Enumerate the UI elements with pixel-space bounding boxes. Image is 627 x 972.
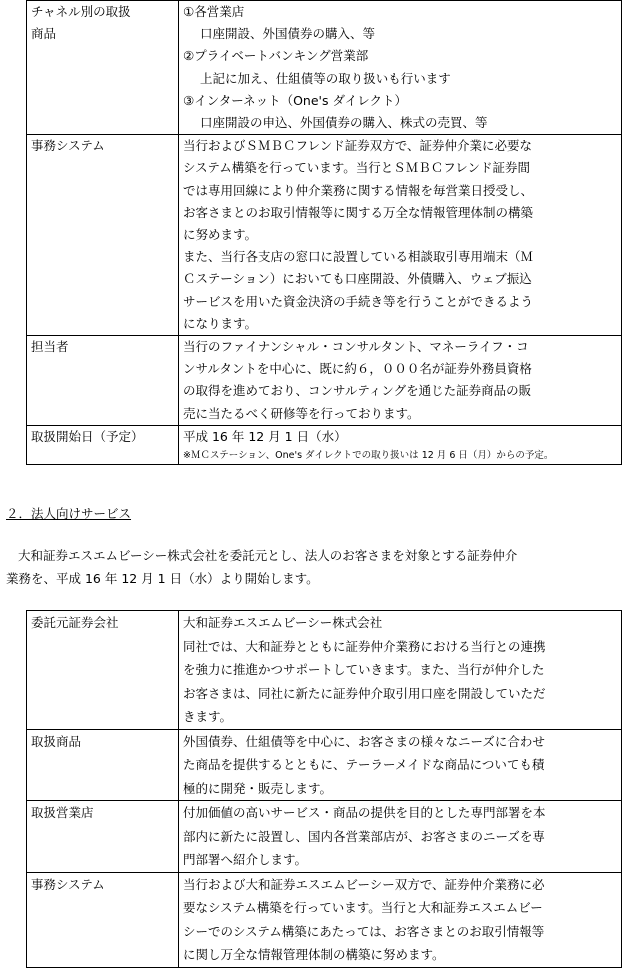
content-line: 売に当たるべく研修等を行っております。 xyxy=(183,405,420,421)
content-line: お客さまとのお取引情報等に関する万全な情報管理体制の構築 xyxy=(183,204,534,220)
content-line: 当行およびＳＭＢＣフレンド証券双方で、証券仲介業に必要な xyxy=(183,138,532,154)
row-content-channel-products xyxy=(179,1,622,135)
content-line: 平成 16 年 12 月 1 日（水） xyxy=(183,428,347,444)
content-line: に努めます。 xyxy=(183,227,258,243)
content-line: ンサルタントを中心に、既に約６，０００名が証券外務員資格 xyxy=(183,361,532,377)
label-line: 事務システム xyxy=(31,876,105,892)
table-row xyxy=(27,801,622,873)
content-line: ①各営業店 xyxy=(183,4,245,19)
table-row xyxy=(27,135,622,336)
content-line: になります。 xyxy=(183,315,258,331)
content-line: 要なシステム構築を行っています。当行と大和証券エスエムビー xyxy=(183,900,543,915)
content-line: サービスを用いた資金決済の手続き等を行うことができるよう xyxy=(183,293,534,309)
row-label-consignor xyxy=(27,611,179,730)
row-label-products xyxy=(27,729,179,801)
footnote: ※ＭＣステーション、One's ダイレクトでの取り扱いは 12 月 6 日（月）からの予定。 xyxy=(183,450,554,462)
row-label-office-system-corporate xyxy=(27,872,179,967)
row-content-office-system xyxy=(179,135,622,336)
table-row xyxy=(27,611,622,730)
row-content-branches xyxy=(179,801,622,873)
row-content-staff xyxy=(179,336,622,426)
content-line: ②プライベートバンキング営業部 xyxy=(183,48,369,64)
intro-line: 業務を、平成 16 年 12 月 1 日（水）より開始します。 xyxy=(6,571,319,586)
content-line: 当行のファイナンシャル・コンサルタント、マネーライフ・コ xyxy=(183,339,529,355)
intro-line: 大和証券エスエムビーシー株式会社を委託元とし、法人のお客さまを対象とする証券仲介 xyxy=(18,548,518,563)
content-line: きます。 xyxy=(183,709,233,724)
content-line: の取得を進めており、コンサルティングを通じた証券商品の販 xyxy=(183,383,532,399)
content-line: お客さまは、同社に新たに証券仲介取引用口座を開設していただ xyxy=(183,685,546,701)
table-row xyxy=(27,425,622,464)
label-line: 取扱開始日（予定） xyxy=(31,428,144,444)
content-line: 付加価値の高いサービス・商品の提供を目的とした専門部署を本 xyxy=(183,805,546,820)
label-line: チャネル別の取扱 xyxy=(31,4,131,19)
label-line: 事務システム xyxy=(31,138,105,154)
section-intro xyxy=(6,544,624,590)
row-label-staff xyxy=(27,336,179,426)
table-row xyxy=(27,729,622,801)
content-line: 口座開設の申込、外国債券の購入、株式の売買、等 xyxy=(200,115,488,131)
content-line: 門部署へ紹介します。 xyxy=(183,852,308,867)
row-content-consignor xyxy=(179,611,622,730)
row-label-start-date xyxy=(27,425,179,464)
content-line: 外国債券、仕組債等を中心に、お客さまの様々なニーズに合わせ xyxy=(183,733,545,749)
table-row xyxy=(27,872,622,967)
label-line: 商品 xyxy=(31,26,57,42)
content-line: Ｃステーション）においても口座開設、外債購入、ウェブ振込 xyxy=(183,271,532,287)
corporate-service-table xyxy=(26,610,622,968)
label-line: 担当者 xyxy=(31,339,69,355)
row-content-products xyxy=(179,729,622,801)
row-label-office-system xyxy=(27,135,179,336)
content-line: 極的に開発・販売します。 xyxy=(183,780,333,796)
content-line: シーでのシステム構築にあたっては、お客さまとのお取引情報等 xyxy=(183,923,545,939)
content-line: 口座開設、外国債券の購入、等 xyxy=(200,26,376,42)
content-line: 部内に新たに設置し、国内各営業部店が、お客さまのニーズを専 xyxy=(183,828,545,844)
content-line: また、当行各支店の窓口に設置している相談取引専用端末（Ｍ xyxy=(183,249,534,265)
row-content-start-date xyxy=(179,425,622,464)
table-row xyxy=(27,1,622,135)
content-line: ③インターネット（One's ダイレクト） xyxy=(183,92,407,108)
content-line: 大和証券エスエムビーシー株式会社 xyxy=(183,615,383,630)
label-line: 取扱商品 xyxy=(31,733,82,749)
content-line: た商品を提供するとともに、テーラーメイドな商品についても積 xyxy=(183,757,545,772)
label-line: 取扱営業店 xyxy=(31,805,94,820)
content-line: では専用回線により仲介業務に関する情報を毎営業日授受し、 xyxy=(183,182,534,198)
content-line: システム構築を行っています。当行とＳＭＢＣフレンド証券間 xyxy=(183,160,530,176)
table-row xyxy=(27,336,622,426)
label-line: 委託元証券会社 xyxy=(31,615,119,630)
content-line: 当行および大和証券エスエムビーシー双方で、証券仲介業務に必 xyxy=(183,876,545,892)
content-line: 上記に加え、仕組債等の取り扱いも行います xyxy=(200,70,451,86)
row-label-branches xyxy=(27,801,179,873)
content-line: 同社では、大和証券とともに証券仲介業務における当行との連携 xyxy=(183,638,546,654)
retail-service-table xyxy=(26,0,622,465)
section-heading: ２．法人向けサービス xyxy=(6,506,132,521)
row-content-office-system-corporate xyxy=(179,872,622,967)
content-line: を強力に推進かつサポートしていきます。また、当行が仲介した xyxy=(183,662,545,677)
row-label-channel-products xyxy=(27,1,179,135)
content-line: に関し万全な情報管理体制の構築に努めます。 xyxy=(183,947,445,962)
